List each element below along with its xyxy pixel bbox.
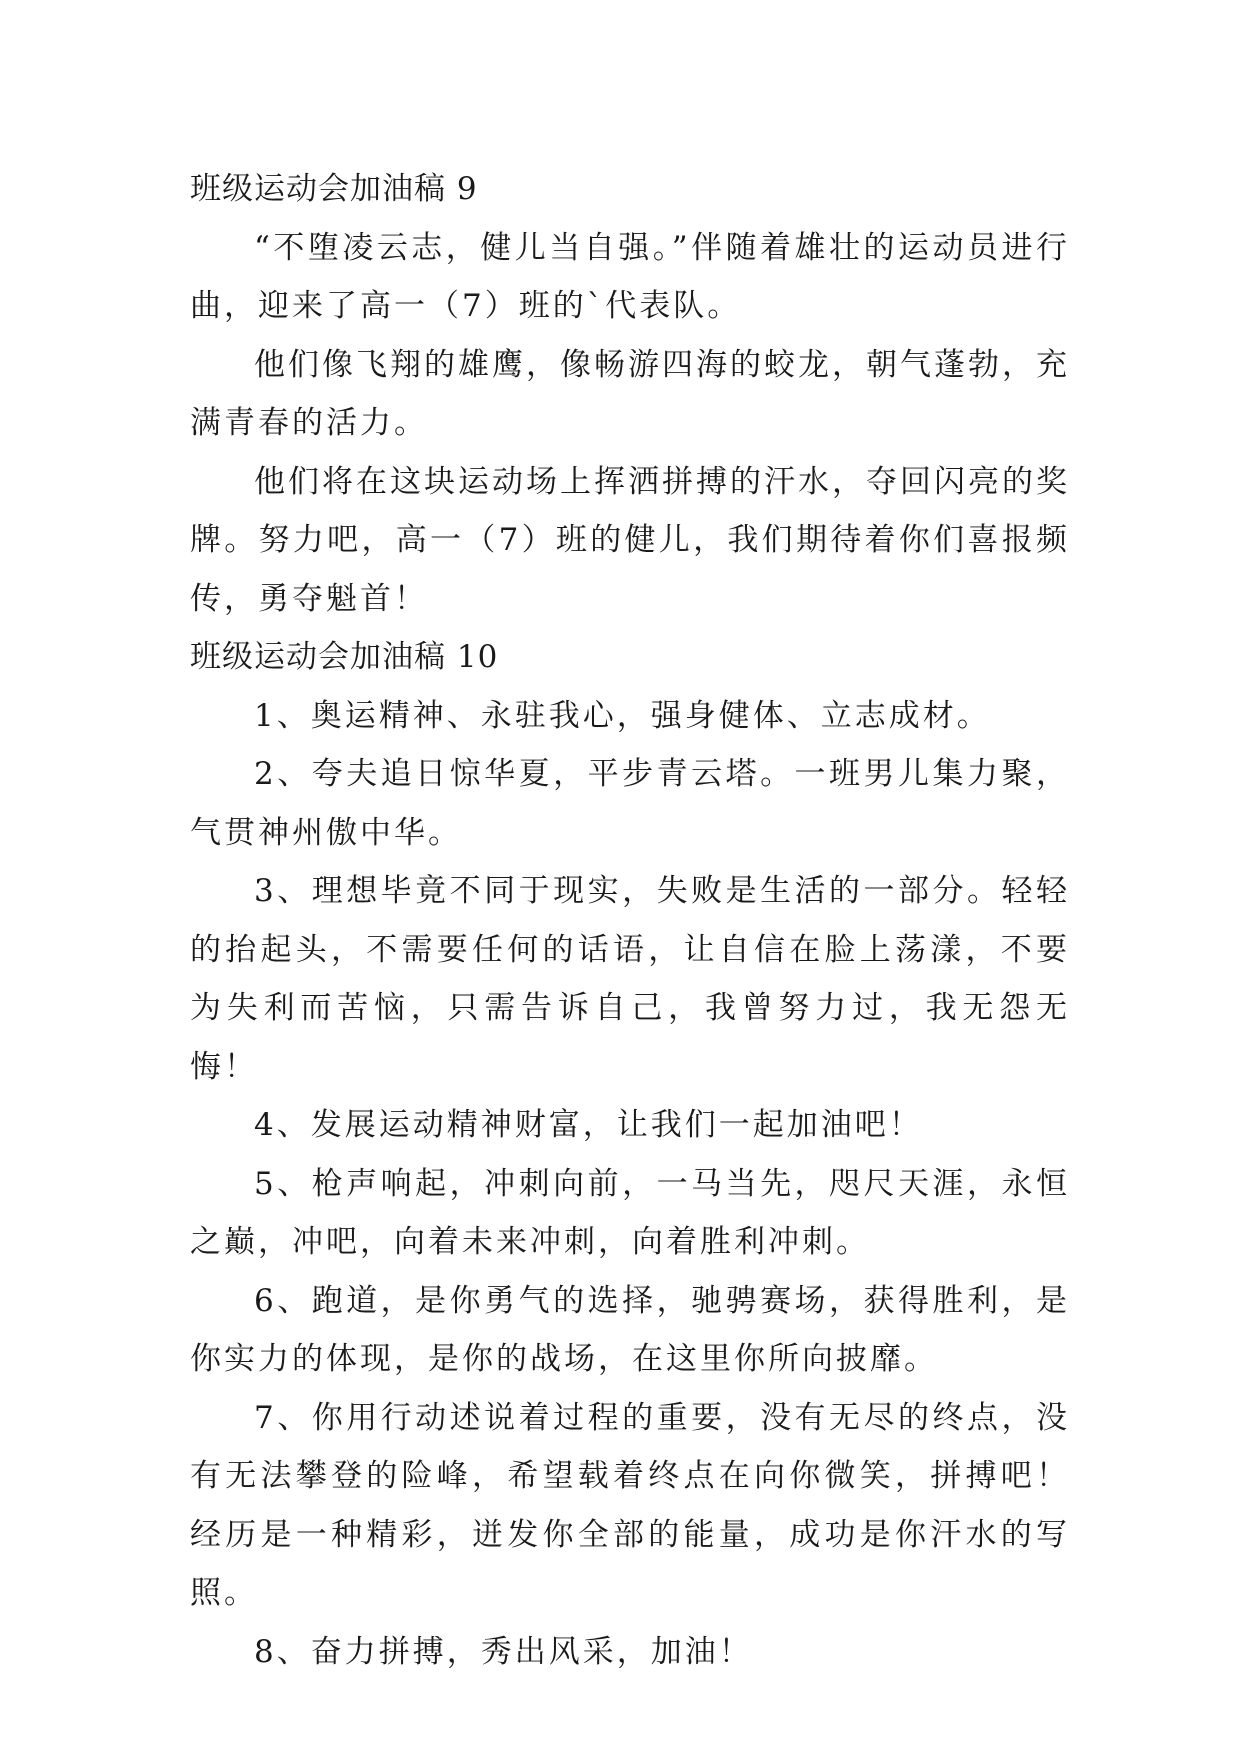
document-body bbox=[190, 160, 1070, 1681]
paragraph: 他们将在这块运动场上挥洒拼搏的汗水，夺回闪亮的奖牌。努力吧，高一（7）班的健儿，我们期待着你们喜报频传，勇夺魁首！ bbox=[190, 463, 1070, 617]
list-item: 6、跑道，是你勇气的选择，驰骋赛场，获得胜利，是你实力的体现，是你的战场，在这里你所向披靡。 bbox=[190, 1282, 1070, 1377]
paragraph: “不堕凌云志，健儿当自强。”伴随着雄壮的运动员进行曲，迎来了高一（7）班的`代表队。 bbox=[190, 229, 1070, 324]
list-item: 5、枪声响起，冲刺向前，一马当先，咫尺天涯，永恒之巅，冲吧，向着未来冲刺，向着胜利冲刺。 bbox=[190, 1165, 1070, 1260]
list-item: 7、你用行动述说着过程的重要，没有无尽的终点，没有无法攀登的险峰，希望载着终点在向你微笑，拼搏吧！经历是一种精彩，迸发你全部的能量，成功是你汗水的写照。 bbox=[190, 1399, 1070, 1611]
list-item: 2、夸夫追日惊华夏，平步青云塔。一班男儿集力聚，气贯神州傲中华。 bbox=[190, 756, 1070, 851]
paragraph: 他们像飞翔的雄鹰，像畅游四海的蛟龙，朝气蓬勃，充满青春的活力。 bbox=[190, 346, 1070, 441]
section-heading-9: 班级运动会加油稿 9 bbox=[190, 171, 478, 207]
list-item: 3、理想毕竟不同于现实，失败是生活的一部分。轻轻的抬起头，不需要任何的话语，让自信在脸上荡漾，不要为失利而苦恼，只需告诉自己，我曾努力过，我无怨无悔！ bbox=[190, 873, 1070, 1085]
list-item: 8、奋力拼搏，秀出风采，加油！ bbox=[254, 1633, 753, 1670]
section-heading-10: 班级运动会加油稿 10 bbox=[190, 639, 499, 675]
list-item: 1、奥运精神、永驻我心，强身健体、立志成材。 bbox=[254, 697, 991, 734]
list-item: 4、发展运动精神财富，让我们一起加油吧！ bbox=[254, 1107, 923, 1143]
